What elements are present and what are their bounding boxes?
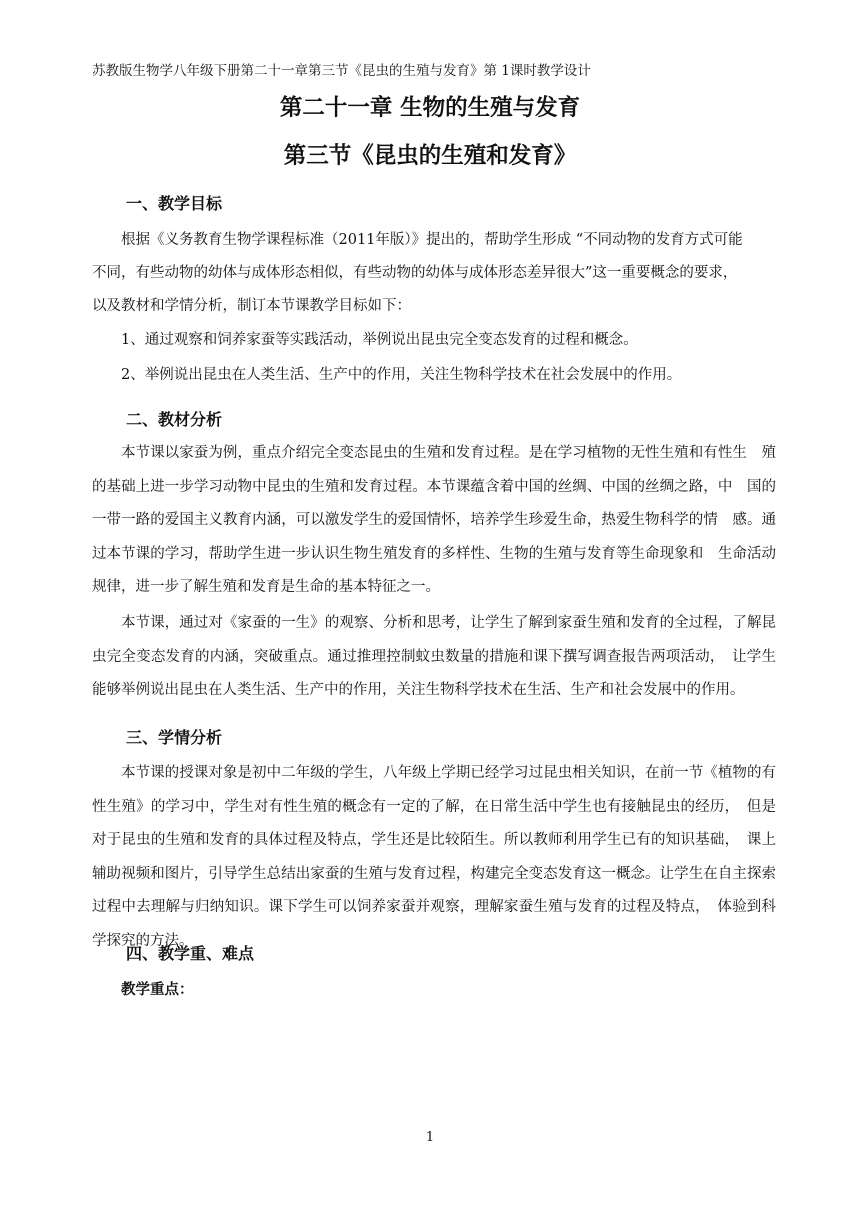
goal-item-2: 2、举例说出昆虫在人类生活、生产中的作用，关注生物科学技术在社会发展中的作用。 [121,367,682,383]
heading-learner-analysis: 三、学情分析 [126,728,223,747]
heading-key-difficult-points: 四、教学重、难点 [126,944,255,963]
section-title: 第三节《昆虫的生殖和发育》 [283,143,577,169]
heading-textbook-analysis: 二、教材分析 [126,410,223,429]
page-number: 1 [425,1130,435,1145]
goals-line-3: 以及教材和学情分析，制订本节课教学目标如下： [92,298,411,314]
goals-line-2: 不同，有些动物的幼体与成体形态相似，有些动物的幼体与成体形态差异很大”这一重要概念的要求， [92,265,738,281]
goal-item-1: 1、通过观察和饲养家蚕等实践活动，举例说出昆虫完全变态发育的过程和概念。 [121,332,638,348]
learner-paragraph: 本节课的授课对象是初中二年级的学生，八年级上学期已经学习过昆虫相关知识，在前一节《植物的有性生殖》的学习中，学生对有性生殖的概念有一定的了解，在日常生活中学生也有接触昆虫的经历， 但是对于昆虫的生殖和发育的具体过程及特点，学生还是比较陌生。所以教师利用学生已有的知识基础， 课上辅助视频和图片，引导学生总结出家蚕的生殖与发育过程，构建完全变态发育这一概念。让学生在自主探索过程中去理解与归纳知识。课下学生可以饲养家蚕并观察，理解家蚕生殖与发育的过程及特点， 体验到科学探究的方法。 [92,765,776,949]
textbook-paragraph-1: 本节课以家蚕为例，重点介绍完全变态昆虫的生殖和发育过程。是在学习植物的无性生殖和有性生 殖的基础上进一步学习动物中昆虫的生殖和发育过程。本节课蕴含着中国的丝绸、中国的丝绸之路，中 国的一带一路的爱国主义教育内涵，可以激发学生的爱国情怀，培养学生珍爱生命，热爱生物科学的情 感。通过本节课的学习，帮助学生进一步认识生物生殖发育的多样性、生物的生殖与发育等生命现象和 生命活动规律，进一步了解生殖和发育是生命的基本特征之一。 [92,445,776,595]
heading-teaching-goals: 一、教学目标 [126,194,223,213]
running-header: 苏教版生物学八年级下册第二十一章第三节《昆虫的生殖与发育》第 1课时教学设计 [92,63,591,79]
key-points-label: 教学重点： [121,982,194,998]
textbook-paragraph-2: 本节课，通过对《家蚕的一生》的观察、分析和思考，让学生了解到家蚕生殖和发育的全过程，了解昆虫完全变态发育的内涵，突破重点。通过推理控制蚊虫数量的措施和课下撰写调查报告两项活动， 让学生能够举例说出昆虫在人类生活、生产中的作用，关注生物科学技术在生活、生产和社会发展中的作用。 [92,615,776,698]
chapter-title: 第二十一章 生物的生殖与发育 [279,95,581,121]
goals-line-1: 根据《义务教育生物学课程标准（2011年版）》提出的，帮助学生形成 “不同动物的发育方式可能 [121,232,743,248]
